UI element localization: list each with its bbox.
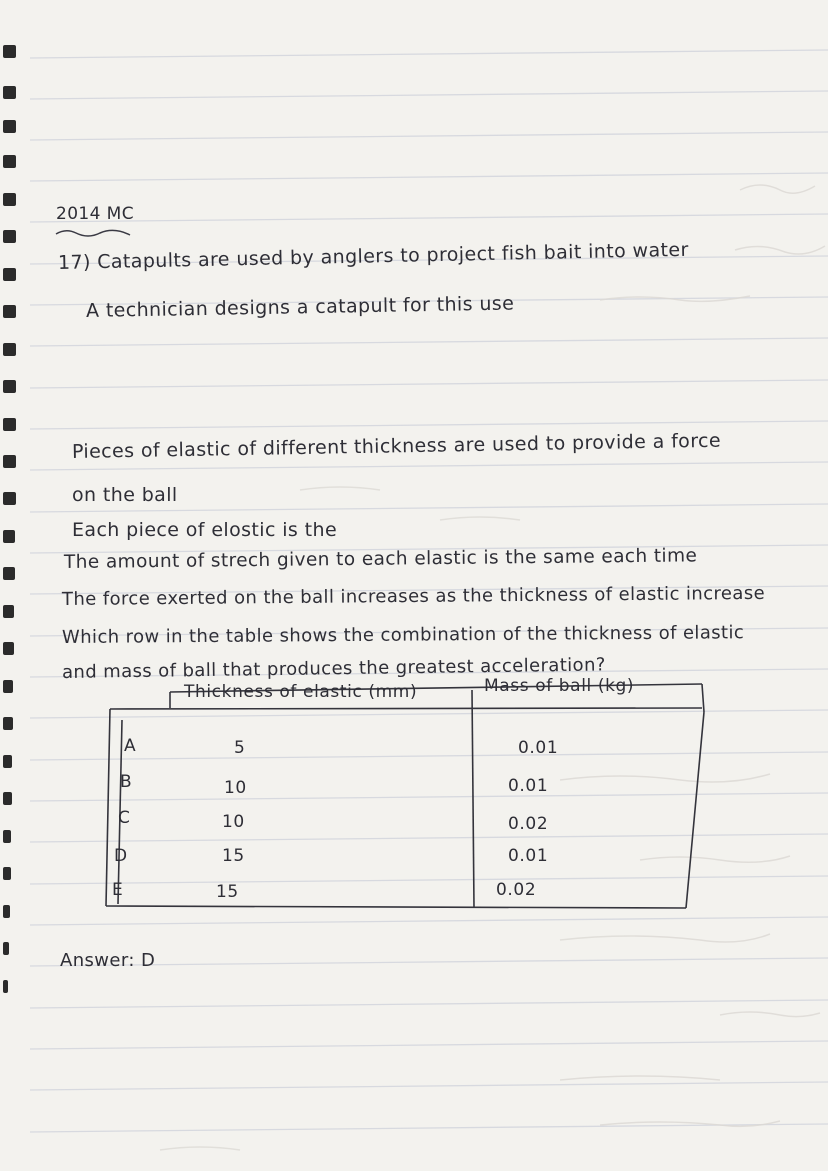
body-line-6: Which row in the table shows the combination of the thickness of elastic <box>61 622 745 648</box>
row-mass-d: 0.01 <box>508 846 549 866</box>
row-thickness-c: 10 <box>222 812 245 832</box>
row-thickness-b: 10 <box>224 778 247 798</box>
row-label-e: E <box>112 880 124 900</box>
row-label-a: A <box>124 736 137 756</box>
row-mass-b: 0.01 <box>508 776 549 796</box>
row-thickness-d: 15 <box>222 846 245 866</box>
row-mass-a: 0.01 <box>518 738 559 758</box>
year-heading: 2014 MC <box>56 204 135 224</box>
body-line-7: and mass of ball that produces the greatest acceleration? <box>61 654 606 683</box>
row-thickness-a: 5 <box>234 738 246 758</box>
body-line-1: Pieces of elastic of different thickness are used to provide a force <box>71 429 722 463</box>
body-line-2: on the ball <box>72 484 178 506</box>
row-label-c: C <box>118 808 131 828</box>
body-line-5: The force exerted on the ball increases as the thickness of elastic increase <box>61 582 766 610</box>
answer-text: Answer: D <box>60 950 156 971</box>
table-header-thickness: Thickness of elastic (mm) <box>184 682 418 702</box>
row-thickness-e: 15 <box>216 882 239 902</box>
heading-underline <box>54 226 134 240</box>
table-header-mass: Mass of ball (kg) <box>484 676 635 696</box>
body-line-4: The amount of strech given to each elastic is the same each time <box>63 545 698 573</box>
question-line-2: A technician designs a catapult for this use <box>85 292 515 322</box>
row-label-d: D <box>114 846 128 866</box>
row-mass-c: 0.02 <box>508 814 549 834</box>
row-label-b: B <box>120 772 133 792</box>
binding-holes <box>0 0 30 1171</box>
row-mass-e: 0.02 <box>496 880 537 900</box>
body-line-3: Each piece of elostic is the <box>72 519 338 541</box>
question-line-1: 17) Catapults are used by anglers to project fish bait into water <box>57 238 689 274</box>
